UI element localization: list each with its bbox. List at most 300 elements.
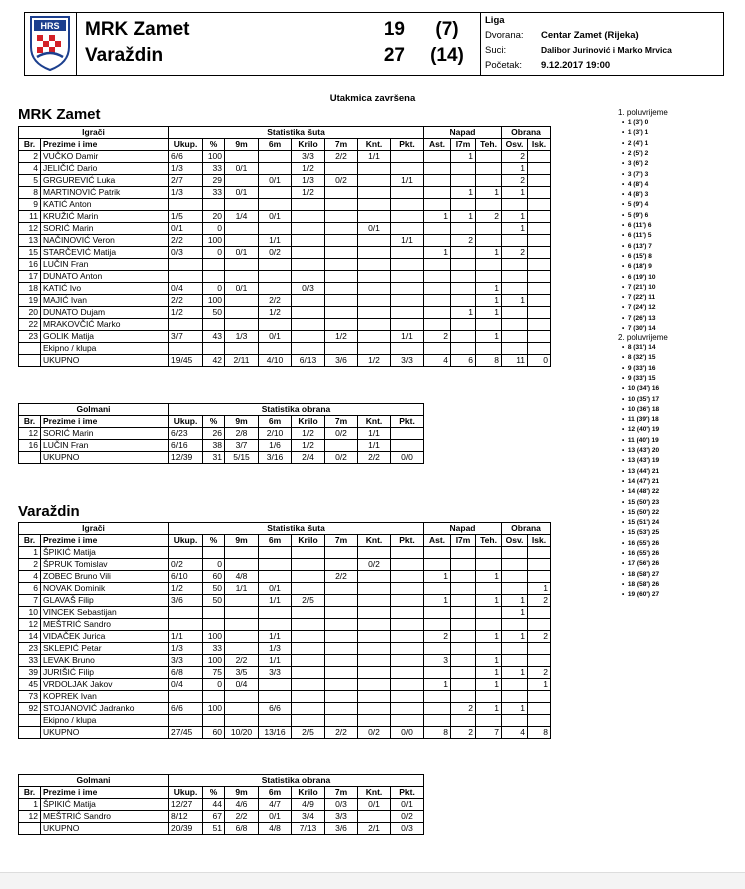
- cell-pkt: 0/1: [391, 799, 424, 811]
- cell-pct: 75: [203, 667, 225, 679]
- cell-isk: [528, 295, 551, 307]
- cell-name: LUČIN Fran: [41, 259, 169, 271]
- score-timeline-entry: • 6 (13') 7: [622, 242, 652, 250]
- cell-name: ŠPRUK Tomislav: [41, 559, 169, 571]
- score-timeline-entry: • 6 (18') 9: [622, 263, 652, 271]
- score-timeline-entry: • 13 (43') 19: [622, 457, 660, 465]
- cell-pct: 20: [203, 211, 225, 223]
- score-timeline-entry: • 16 (55') 26: [622, 539, 660, 547]
- cell-ast: [424, 667, 451, 679]
- cell-pkt: 0/0: [391, 727, 424, 739]
- player-row: [19, 571, 551, 583]
- cell-counter: [358, 295, 391, 307]
- cell-total: [169, 691, 203, 703]
- cell-total: 19/45: [169, 355, 203, 367]
- federation-logo: [25, 13, 77, 75]
- goalkeeper-stats-table: [18, 774, 424, 835]
- cell-m7: 2/2: [325, 571, 358, 583]
- cell-name: MEŠTRIĆ Sandro: [41, 811, 169, 823]
- cell-pct: 38: [203, 440, 225, 452]
- cell-pkt: [391, 271, 424, 283]
- cell-i7m: [451, 199, 476, 211]
- cell-no: [19, 355, 41, 367]
- cell-counter: [358, 631, 391, 643]
- cell-i7m: [451, 691, 476, 703]
- cell-teh: [476, 319, 502, 331]
- cell-counter: 0/2: [358, 727, 391, 739]
- column-header-i7m: I7m: [451, 139, 476, 151]
- cell-no: 12: [19, 619, 41, 631]
- player-row: [19, 583, 551, 595]
- cell-no: 18: [19, 283, 41, 295]
- saves-group-header: Statistika obrana: [169, 404, 424, 416]
- player-row: [19, 343, 551, 355]
- cell-ast: [424, 223, 451, 235]
- score-timeline-entry: • 11 (40') 19: [622, 436, 659, 444]
- cell-ast: [424, 559, 451, 571]
- cell-i7m: 2: [451, 703, 476, 715]
- cell-isk: [528, 331, 551, 343]
- cell-no: 7: [19, 595, 41, 607]
- cell-m9: [225, 547, 259, 559]
- defense-group-header: Obrana: [502, 523, 551, 535]
- cell-m9: [225, 319, 259, 331]
- cell-m6: [259, 259, 292, 271]
- cell-pkt: [391, 307, 424, 319]
- cell-m7: [325, 211, 358, 223]
- player-row: [19, 643, 551, 655]
- cell-wing: [292, 271, 325, 283]
- cell-pkt: [391, 607, 424, 619]
- table-group-header: [19, 775, 424, 787]
- cell-i7m: 1: [451, 307, 476, 319]
- column-header-pct: %: [203, 416, 225, 428]
- home-team-name: MRK Zamet: [85, 19, 190, 40]
- score-timeline-entry: • 6 (11') 5: [622, 232, 652, 240]
- column-header-m9: 9m: [225, 787, 259, 799]
- cell-counter: [358, 331, 391, 343]
- cell-m7: [325, 679, 358, 691]
- cell-total: 6/6: [169, 151, 203, 163]
- referees-value: Dalibor Jurinović i Marko Mrvica: [541, 45, 672, 55]
- cell-wing: 4/9: [292, 799, 325, 811]
- cell-name: MRAKOVČIĆ Marko: [41, 319, 169, 331]
- cell-i7m: [451, 283, 476, 295]
- cell-name: ZOBEC Bruno Vili: [41, 571, 169, 583]
- cell-wing: 2/4: [292, 452, 325, 464]
- cell-pct: [203, 271, 225, 283]
- cell-m6: 13/16: [259, 727, 292, 739]
- cell-m6: 1/1: [259, 235, 292, 247]
- cell-i7m: [451, 607, 476, 619]
- cell-osv: [502, 655, 528, 667]
- column-header-name: Prezime i ime: [41, 139, 169, 151]
- cell-m6: [259, 559, 292, 571]
- cell-osv: 1: [502, 163, 528, 175]
- cell-name: VUČKO Damir: [41, 151, 169, 163]
- cell-m6: 0/2: [259, 247, 292, 259]
- goalkeeper-row: [19, 440, 424, 452]
- cell-m7: [325, 163, 358, 175]
- cell-isk: 1: [528, 583, 551, 595]
- cell-isk: [528, 259, 551, 271]
- cell-m9: [225, 151, 259, 163]
- cell-no: 33: [19, 655, 41, 667]
- cell-name: UKUPNO: [41, 823, 169, 835]
- cell-m7: [325, 643, 358, 655]
- cell-pct: 44: [203, 799, 225, 811]
- page-footer-bar: [0, 872, 745, 889]
- cell-m6: 2/2: [259, 295, 292, 307]
- cell-m7: [325, 703, 358, 715]
- cell-teh: 1: [476, 283, 502, 295]
- cell-teh: [476, 259, 502, 271]
- score-timeline-entry: • 10 (34') 16: [622, 385, 660, 393]
- cell-m7: [325, 259, 358, 271]
- cell-pct: 100: [203, 631, 225, 643]
- cell-total: 1/3: [169, 163, 203, 175]
- cell-m7: 0/3: [325, 799, 358, 811]
- score-timeline-entry: • 13 (43') 20: [622, 447, 660, 454]
- cell-no: 12: [19, 811, 41, 823]
- score-timeline-entry: • 9 (33') 15: [622, 374, 656, 382]
- cell-wing: [292, 307, 325, 319]
- cell-name: LEVAK Bruno: [41, 655, 169, 667]
- cell-total: 3/6: [169, 595, 203, 607]
- column-header-total: Ukup.: [169, 416, 203, 428]
- cell-name: LUČIN Fran: [41, 440, 169, 452]
- cell-counter: [358, 199, 391, 211]
- cell-ast: [424, 343, 451, 355]
- cell-m6: 1/6: [259, 440, 292, 452]
- cell-osv: 1: [502, 211, 528, 223]
- player-row: [19, 163, 551, 175]
- cell-counter: [358, 667, 391, 679]
- cell-m9: [225, 703, 259, 715]
- column-header-pct: %: [203, 787, 225, 799]
- player-row: [19, 715, 551, 727]
- cell-pct: 31: [203, 452, 225, 464]
- cell-teh: [476, 619, 502, 631]
- goalkeepers-group-header: Golmani: [19, 404, 169, 416]
- cell-total: 1/5: [169, 211, 203, 223]
- score-timeline-entry: • 19 (60') 27: [622, 591, 660, 599]
- player-row: [19, 727, 551, 739]
- cell-isk: [528, 163, 551, 175]
- cell-total: [169, 199, 203, 211]
- column-header-m9: 9m: [225, 535, 259, 547]
- player-stats-table: [18, 126, 551, 367]
- cell-wing: [292, 703, 325, 715]
- cell-counter: 0/1: [358, 799, 391, 811]
- cell-wing: [292, 619, 325, 631]
- cell-m6: 4/10: [259, 355, 292, 367]
- cell-m7: [325, 271, 358, 283]
- cell-ast: [424, 259, 451, 271]
- column-header-counter: Knt.: [358, 535, 391, 547]
- cell-pct: 51: [203, 823, 225, 835]
- cell-pct: 0: [203, 283, 225, 295]
- cell-counter: [358, 319, 391, 331]
- cell-total: 3/3: [169, 655, 203, 667]
- cell-m6: 0/1: [259, 583, 292, 595]
- cell-name: MEŠTRIĆ Sandro: [41, 619, 169, 631]
- cell-counter: [358, 175, 391, 187]
- cell-name: ŠPIKIĆ Matija: [41, 799, 169, 811]
- cell-ast: 2: [424, 631, 451, 643]
- cell-no: [19, 823, 41, 835]
- cell-isk: [528, 343, 551, 355]
- cell-counter: [358, 643, 391, 655]
- home-halftime-score: (7): [435, 19, 459, 40]
- cell-total: [169, 319, 203, 331]
- cell-pct: [203, 691, 225, 703]
- cell-m9: [225, 631, 259, 643]
- score-timeline-entry: • 15 (53') 25: [622, 529, 660, 537]
- column-header-osv: Osv.: [502, 535, 528, 547]
- cell-m6: 4/7: [259, 799, 292, 811]
- cell-osv: [502, 235, 528, 247]
- cell-ast: [424, 283, 451, 295]
- player-row: [19, 247, 551, 259]
- table-group-header: [19, 523, 551, 535]
- column-header-m6: 6m: [259, 787, 292, 799]
- score-timeline-entry: • 7 (30') 14: [622, 325, 656, 332]
- score-timeline-entry: • 6 (19') 10: [622, 273, 656, 281]
- cell-wing: [292, 247, 325, 259]
- attack-group-header: Napad: [424, 523, 502, 535]
- saves-group-header: Statistika obrana: [169, 775, 424, 787]
- cell-i7m: [451, 619, 476, 631]
- player-row: [19, 307, 551, 319]
- cell-wing: 3/3: [292, 151, 325, 163]
- cell-m9: 0/1: [225, 247, 259, 259]
- cell-m9: 0/1: [225, 283, 259, 295]
- venue-value: Centar Zamet (Rijeka): [541, 30, 639, 41]
- cell-ast: [424, 619, 451, 631]
- cell-wing: [292, 319, 325, 331]
- cell-pkt: 1/1: [391, 331, 424, 343]
- cell-wing: [292, 631, 325, 643]
- cell-wing: 7/13: [292, 823, 325, 835]
- column-header-no: Br.: [19, 416, 41, 428]
- cell-counter: [358, 187, 391, 199]
- cell-total: 0/1: [169, 223, 203, 235]
- cell-wing: 3/4: [292, 811, 325, 823]
- cell-wing: [292, 223, 325, 235]
- cell-teh: 7: [476, 727, 502, 739]
- score-timeline-entry: • 10 (36') 18: [622, 405, 660, 413]
- table-column-header: [19, 535, 551, 547]
- score-timeline-entry: • 6 (15') 8: [622, 252, 652, 260]
- column-header-name: Prezime i ime: [41, 535, 169, 547]
- away-team-name: Varaždin: [85, 45, 164, 66]
- cell-m7: [325, 595, 358, 607]
- cell-i7m: [451, 163, 476, 175]
- player-row: [19, 223, 551, 235]
- cell-pct: [203, 547, 225, 559]
- cell-name: KATIĆ Anton: [41, 199, 169, 211]
- referees-label: Suci:: [485, 45, 507, 56]
- defense-group-header: Obrana: [502, 127, 551, 139]
- cell-m9: 4/6: [225, 799, 259, 811]
- cell-total: 0/4: [169, 283, 203, 295]
- cell-osv: 2: [502, 175, 528, 187]
- cell-no: 17: [19, 271, 41, 283]
- cell-name: VRDOLJAK Jakov: [41, 679, 169, 691]
- cell-osv: 1: [502, 595, 528, 607]
- cell-pkt: [391, 667, 424, 679]
- column-header-wing: Krilo: [292, 535, 325, 547]
- cell-m7: [325, 583, 358, 595]
- cell-isk: [528, 619, 551, 631]
- score-timeline-entry: • 10 (35') 17: [622, 395, 660, 403]
- cell-name: KRUŽIĆ Marin: [41, 211, 169, 223]
- score-timeline-entry: • 17 (56') 26: [622, 560, 660, 568]
- cell-ast: 1: [424, 571, 451, 583]
- cell-m9: 2/2: [225, 811, 259, 823]
- cell-m7: [325, 547, 358, 559]
- table-group-header: [19, 404, 424, 416]
- player-row: [19, 199, 551, 211]
- cell-isk: [528, 703, 551, 715]
- cell-no: 20: [19, 307, 41, 319]
- cell-name: KOPREK Ivan: [41, 691, 169, 703]
- cell-teh: 8: [476, 355, 502, 367]
- cell-isk: 0: [528, 355, 551, 367]
- cell-m6: [259, 163, 292, 175]
- score-timeline-entry: • 12 (40') 19: [622, 426, 660, 434]
- cell-m9: [225, 691, 259, 703]
- cell-i7m: 2: [451, 235, 476, 247]
- cell-pct: 0: [203, 247, 225, 259]
- cell-teh: [476, 643, 502, 655]
- column-header-pkt: Pkt.: [391, 139, 424, 151]
- cell-isk: [528, 187, 551, 199]
- column-header-m9: 9m: [225, 139, 259, 151]
- column-header-wing: Krilo: [292, 139, 325, 151]
- cell-counter: [358, 607, 391, 619]
- cell-name: UKUPNO: [41, 727, 169, 739]
- cell-pct: 0: [203, 679, 225, 691]
- cell-pct: 60: [203, 571, 225, 583]
- cell-isk: [528, 211, 551, 223]
- cell-pkt: [391, 295, 424, 307]
- cell-m9: 3/5: [225, 667, 259, 679]
- column-header-teh: Teh.: [476, 139, 502, 151]
- cell-pkt: [391, 715, 424, 727]
- cell-osv: [502, 343, 528, 355]
- cell-m9: [225, 235, 259, 247]
- column-header-teh: Teh.: [476, 535, 502, 547]
- cell-pkt: [391, 163, 424, 175]
- column-header-pkt: Pkt.: [391, 535, 424, 547]
- player-row: [19, 187, 551, 199]
- cell-ast: 8: [424, 727, 451, 739]
- score-timeline-entry: • 8 (32') 15: [622, 354, 656, 362]
- cell-total: 0/4: [169, 679, 203, 691]
- cell-wing: [292, 295, 325, 307]
- cell-i7m: [451, 343, 476, 355]
- cell-pct: [203, 715, 225, 727]
- home-team-title: MRK Zamet: [18, 106, 101, 123]
- cell-isk: 2: [528, 595, 551, 607]
- cell-counter: [358, 619, 391, 631]
- cell-m7: [325, 307, 358, 319]
- cell-isk: [528, 655, 551, 667]
- cell-i7m: [451, 247, 476, 259]
- cell-pct: [203, 343, 225, 355]
- cell-teh: [476, 715, 502, 727]
- cell-teh: [476, 607, 502, 619]
- player-row: [19, 259, 551, 271]
- score-timeline-entry: • 14 (47') 21: [622, 477, 660, 485]
- cell-pct: 100: [203, 655, 225, 667]
- cell-pct: 42: [203, 355, 225, 367]
- cell-no: 22: [19, 319, 41, 331]
- score-timeline-entry: • 3 (6') 2: [622, 160, 649, 168]
- cell-i7m: 6: [451, 355, 476, 367]
- cell-isk: [528, 715, 551, 727]
- cell-wing: 1/2: [292, 440, 325, 452]
- cell-m6: 0/1: [259, 811, 292, 823]
- cell-wing: [292, 343, 325, 355]
- cell-ast: [424, 199, 451, 211]
- cell-pkt: [391, 547, 424, 559]
- cell-i7m: [451, 679, 476, 691]
- cell-teh: [476, 223, 502, 235]
- column-header-counter: Knt.: [358, 139, 391, 151]
- cell-name: GRGUREVIĆ Luka: [41, 175, 169, 187]
- cell-no: 23: [19, 643, 41, 655]
- cell-i7m: [451, 583, 476, 595]
- cell-pkt: [391, 595, 424, 607]
- player-row: [19, 355, 551, 367]
- cell-pkt: 0/0: [391, 452, 424, 464]
- cell-osv: 2: [502, 151, 528, 163]
- cell-no: 10: [19, 607, 41, 619]
- cell-total: 2/7: [169, 175, 203, 187]
- cell-counter: 0/2: [358, 559, 391, 571]
- cell-counter: [358, 811, 391, 823]
- cell-m7: [325, 247, 358, 259]
- cell-teh: [476, 271, 502, 283]
- player-row: [19, 295, 551, 307]
- column-header-total: Ukup.: [169, 139, 203, 151]
- cell-m7: [325, 655, 358, 667]
- column-header-ast: Ast.: [424, 139, 451, 151]
- cell-m7: [325, 235, 358, 247]
- cell-wing: [292, 583, 325, 595]
- cell-counter: [358, 283, 391, 295]
- cell-ast: [424, 643, 451, 655]
- cell-wing: [292, 331, 325, 343]
- cell-m9: 3/7: [225, 440, 259, 452]
- cell-m6: [259, 187, 292, 199]
- cell-pct: 43: [203, 331, 225, 343]
- goalkeeper-stats-table: [18, 403, 424, 464]
- score-timeline-entry: • 4 (8') 3: [622, 191, 649, 199]
- cell-name: JURIŠIĆ Filip: [41, 667, 169, 679]
- cell-counter: [358, 583, 391, 595]
- cell-ast: [424, 175, 451, 187]
- cell-no: 6: [19, 583, 41, 595]
- cell-ast: [424, 163, 451, 175]
- cell-isk: 2: [528, 667, 551, 679]
- cell-no: 11: [19, 211, 41, 223]
- cell-i7m: [451, 271, 476, 283]
- player-row: [19, 607, 551, 619]
